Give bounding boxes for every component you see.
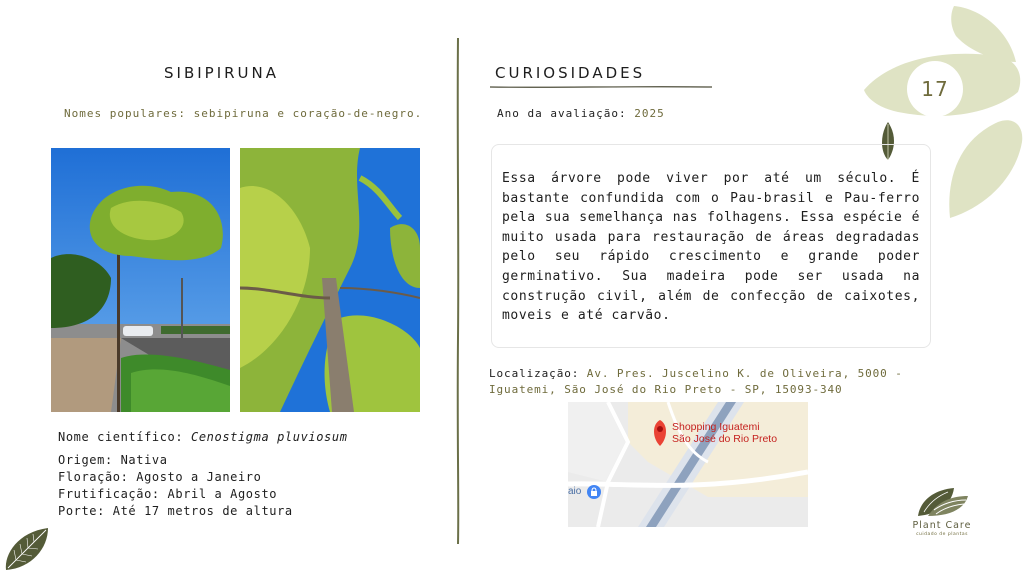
- fact-fruiting-value: Abril a Agosto: [167, 487, 278, 501]
- page-number-badge: [907, 61, 963, 117]
- fact-fruiting: [58, 487, 277, 501]
- fact-fruiting-label: Frutificação:: [58, 487, 168, 501]
- column-divider: [456, 38, 460, 544]
- location: [489, 366, 975, 397]
- fact-size-label: Porte:: [58, 504, 113, 518]
- map-place-label: [672, 421, 777, 445]
- tree-photo-canopy: [240, 148, 420, 412]
- fact-origin: [58, 453, 168, 467]
- evaluation-year: [497, 107, 665, 120]
- leaf-decoration-bottom-left: [2, 526, 50, 572]
- scientific-name-line: [58, 430, 348, 444]
- fact-size-value: Até 17 metros de altura: [112, 504, 293, 518]
- tree-photo-street: [51, 148, 230, 412]
- fact-flowering: [58, 470, 261, 484]
- fact-flowering-label: Floração:: [58, 470, 137, 484]
- brand-name: Plant Care: [912, 520, 972, 531]
- species-title: SIBIPIRUNA: [164, 64, 280, 82]
- fact-size: [58, 504, 293, 518]
- map-place-line1: Shopping Iguatemi: [672, 421, 760, 433]
- fact-origin-label: Origem:: [58, 453, 121, 467]
- curiosities-text: Essa árvore pode viver por até um século. É bastante confundida com o Pau-brasil e Pau-ferro pela sua semelhança nas folhagens. Essa espécie é muito usada para restauração de áreas degradadas pelo seu rápido crescimento e grande poder germinativo. Sua madeira pode ser usada na construção civil, além de confecção de caixotes, moveis e até carvão.: [502, 171, 920, 324]
- fact-origin-value: Nativa: [120, 453, 168, 467]
- curiosities-title: CURIOSIDADES: [495, 64, 646, 82]
- title-underline: [490, 85, 712, 89]
- scientific-name: Cenostigma pluviosum: [191, 430, 348, 444]
- scientific-name-label: Nome científico:: [58, 430, 192, 444]
- location-map[interactable]: [568, 402, 808, 527]
- map-side-label: aio: [568, 486, 582, 497]
- plant-care-logo-icon: [914, 486, 970, 520]
- brand-tagline: cuidado de plantas: [916, 532, 968, 537]
- location-label: Localização:: [489, 367, 587, 380]
- location-address: Av. Pres. Juscelino K. de Oliveira, 5000 - Iguatemi, São José do Rio Preto - SP, 15093-340: [489, 367, 903, 396]
- evaluation-year-value: 2025: [634, 107, 665, 120]
- page-number: 17: [921, 77, 949, 101]
- curiosities-box: [491, 144, 931, 348]
- popular-names: Nomes populares: sebipiruna e coração-de-negro.: [64, 107, 423, 120]
- fact-flowering-value: Agosto a Janeiro: [136, 470, 262, 484]
- map-place-line2: São José do Rio Preto: [672, 433, 778, 445]
- lock-marker-icon: [587, 485, 601, 499]
- evaluation-year-label: Ano da avaliação:: [497, 107, 635, 120]
